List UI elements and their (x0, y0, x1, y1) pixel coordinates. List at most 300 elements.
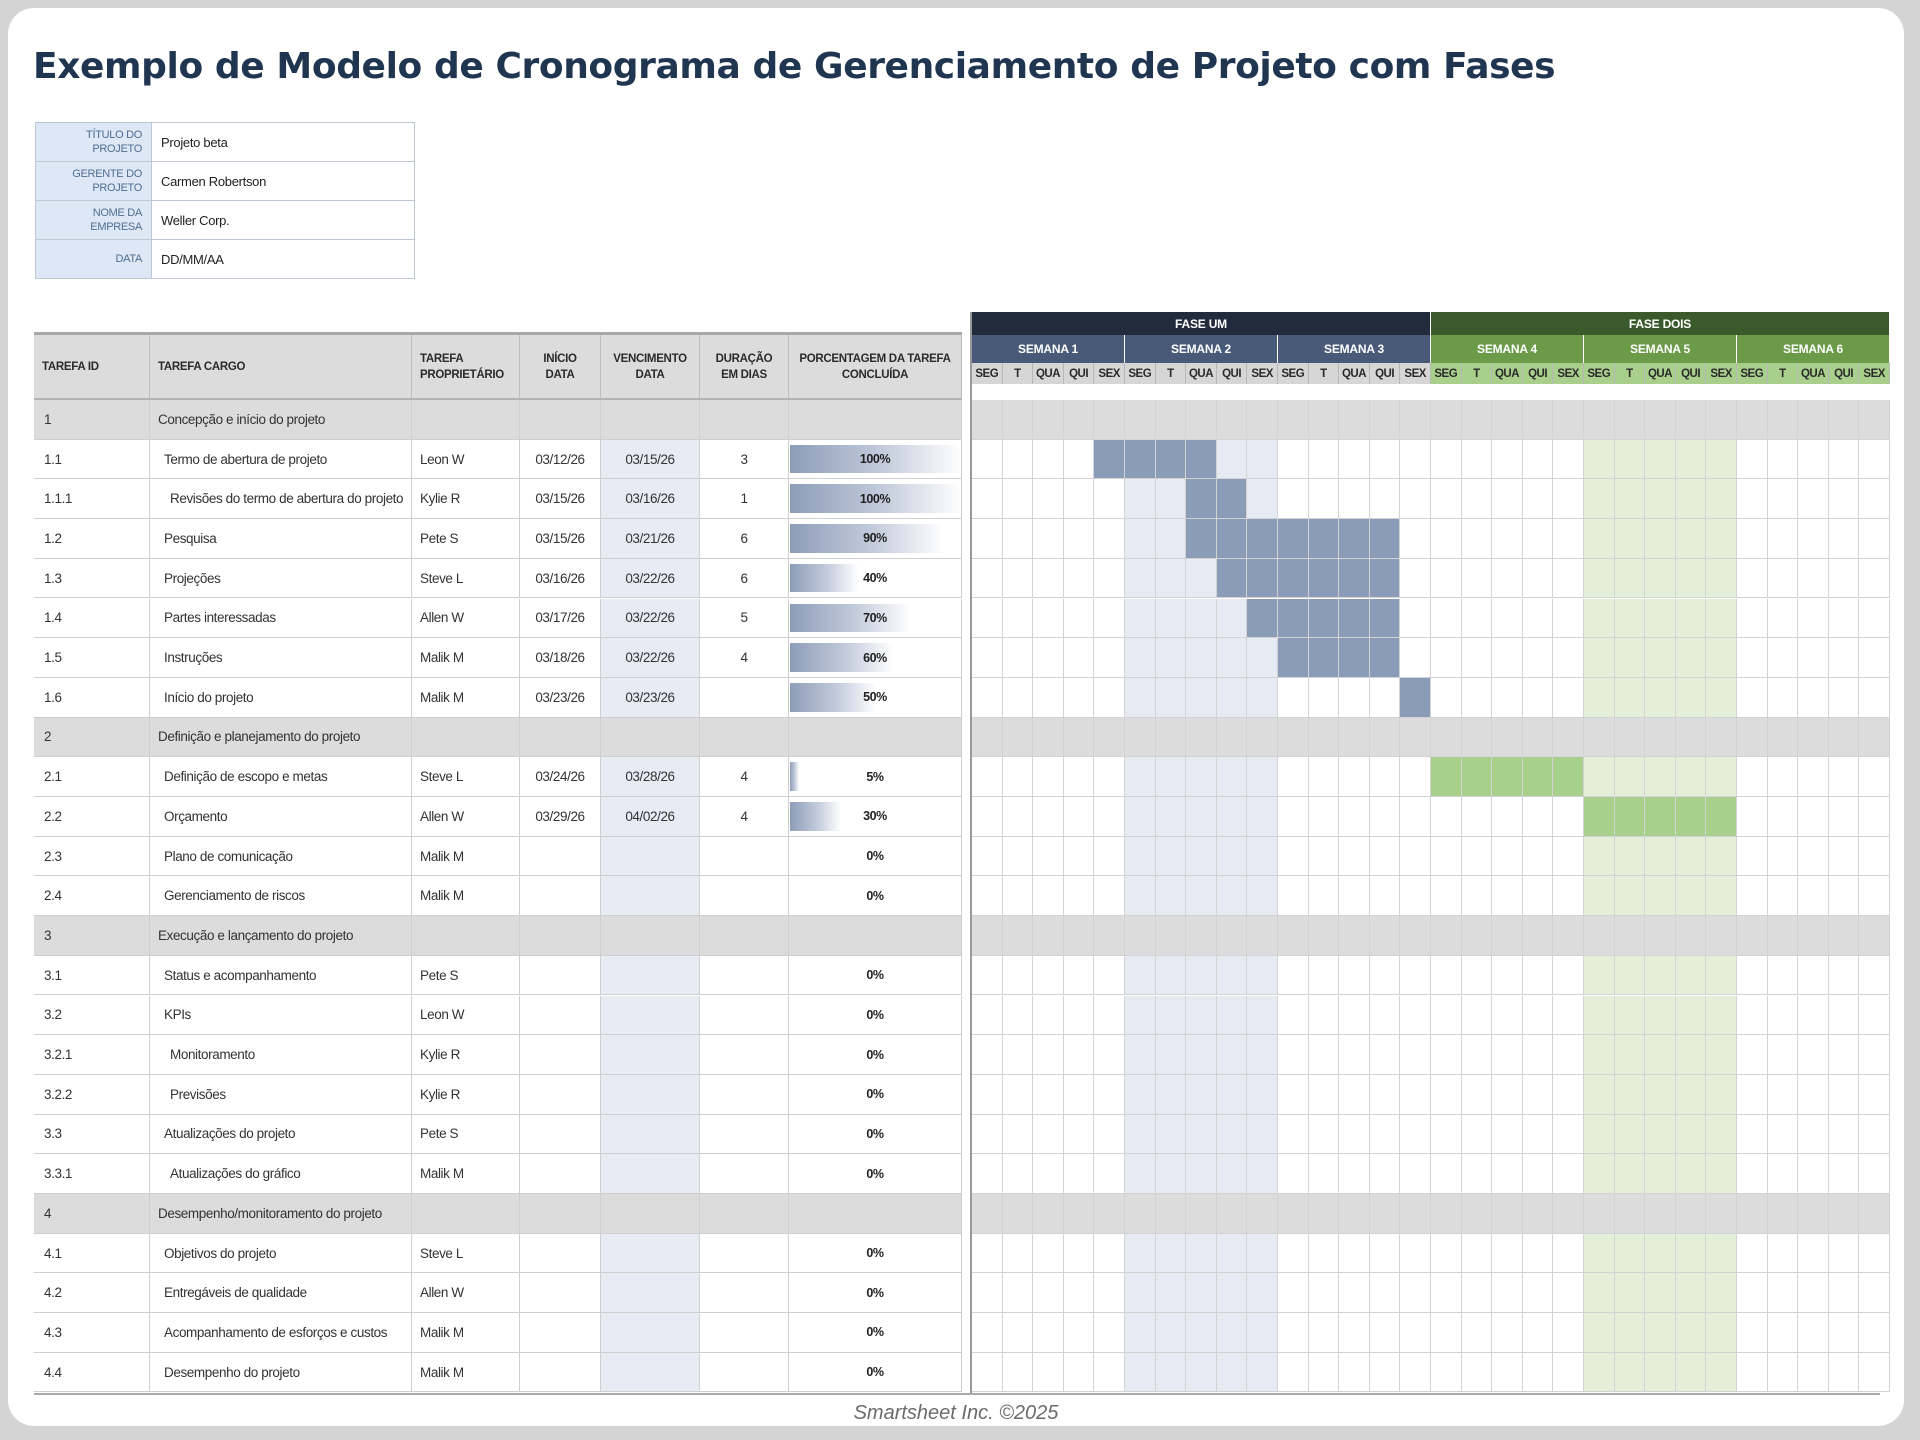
gantt-cell[interactable] (1156, 996, 1187, 1036)
gantt-cell[interactable] (1615, 1194, 1646, 1234)
task-name[interactable]: Concepção e início do projeto (150, 400, 412, 439)
gantt-cell[interactable] (1339, 400, 1370, 440)
gantt-cell[interactable] (1584, 757, 1615, 797)
gantt-cell[interactable] (1645, 440, 1676, 480)
task-row[interactable] (34, 956, 962, 996)
gantt-cell[interactable] (1400, 1115, 1431, 1155)
gantt-cell[interactable] (1859, 718, 1890, 758)
gantt-cell[interactable] (1400, 1075, 1431, 1115)
gantt-cell[interactable] (1523, 916, 1554, 956)
gantt-cell[interactable] (1217, 1154, 1248, 1194)
gantt-cell[interactable] (1278, 1353, 1309, 1393)
gantt-cell[interactable] (1064, 519, 1095, 559)
gantt-cell[interactable] (1003, 1234, 1034, 1274)
gantt-cell[interactable] (1156, 916, 1187, 956)
gantt-cell[interactable] (1278, 440, 1309, 480)
gantt-cell[interactable] (972, 1154, 1003, 1194)
gantt-cell[interactable] (1217, 1075, 1248, 1115)
due-date[interactable]: 03/21/26 (601, 519, 700, 558)
task-row[interactable] (34, 797, 962, 837)
gantt-cell[interactable] (1462, 1035, 1493, 1075)
gantt-cell[interactable] (1492, 1353, 1523, 1393)
due-date[interactable]: 03/16/26 (601, 479, 700, 518)
gantt-cell[interactable] (1370, 678, 1401, 718)
gantt-cell[interactable] (1125, 916, 1156, 956)
gantt-cell[interactable] (1737, 599, 1768, 639)
gantt-cell[interactable] (1737, 837, 1768, 877)
task-owner[interactable]: Kylie R (412, 1035, 520, 1074)
gantt-cell[interactable] (1523, 1313, 1554, 1353)
gantt-cell[interactable] (1768, 1154, 1799, 1194)
gantt-cell[interactable] (1370, 1273, 1401, 1313)
gantt-cell[interactable] (1400, 757, 1431, 797)
due-date[interactable] (601, 1234, 700, 1273)
task-owner[interactable]: Pete S (412, 956, 520, 995)
gantt-cell[interactable] (1003, 1273, 1034, 1313)
task-row[interactable] (34, 1115, 962, 1155)
percent-complete[interactable] (789, 1234, 962, 1273)
gantt-cell[interactable] (1462, 400, 1493, 440)
gantt-cell[interactable] (1829, 400, 1860, 440)
gantt-cell[interactable] (1339, 718, 1370, 758)
task-owner[interactable]: Allen W (412, 599, 520, 638)
gantt-cell[interactable] (1064, 1115, 1095, 1155)
gantt-cell[interactable] (1676, 1035, 1707, 1075)
gantt-cell[interactable] (1431, 1075, 1462, 1115)
gantt-cell[interactable] (1125, 1194, 1156, 1234)
gantt-cell[interactable] (1492, 1035, 1523, 1075)
gantt-cell[interactable] (1033, 876, 1064, 916)
task-row[interactable] (34, 638, 962, 678)
gantt-cell[interactable] (1033, 1313, 1064, 1353)
gantt-cell[interactable] (1859, 638, 1890, 678)
info-value[interactable]: Weller Corp. (152, 201, 415, 240)
gantt-cell[interactable] (1094, 559, 1125, 599)
gantt-cell[interactable] (1186, 1353, 1217, 1393)
duration-days[interactable]: 1 (700, 479, 789, 518)
gantt-cell[interactable] (1615, 1075, 1646, 1115)
gantt-cell[interactable] (1309, 996, 1340, 1036)
gantt-cell[interactable] (1737, 1115, 1768, 1155)
gantt-bar-cell[interactable] (1186, 440, 1217, 480)
gantt-cell[interactable] (1584, 1313, 1615, 1353)
gantt-cell[interactable] (1094, 1154, 1125, 1194)
gantt-cell[interactable] (1859, 479, 1890, 519)
gantt-cell[interactable] (1156, 1313, 1187, 1353)
start-date[interactable] (520, 1234, 601, 1273)
due-date[interactable]: 03/22/26 (601, 638, 700, 677)
gantt-cell[interactable] (1584, 479, 1615, 519)
gantt-cell[interactable] (1400, 837, 1431, 877)
gantt-cell[interactable] (1431, 996, 1462, 1036)
gantt-cell[interactable] (1462, 996, 1493, 1036)
gantt-bar-cell[interactable] (1339, 519, 1370, 559)
gantt-cell[interactable] (1003, 757, 1034, 797)
empty-cell[interactable] (601, 1194, 700, 1233)
gantt-cell[interactable] (1431, 837, 1462, 877)
gantt-cell[interactable] (1339, 956, 1370, 996)
gantt-cell[interactable] (1003, 876, 1034, 916)
percent-complete[interactable] (789, 1154, 962, 1193)
gantt-cell[interactable] (1462, 876, 1493, 916)
duration-days[interactable] (700, 1115, 789, 1154)
gantt-cell[interactable] (1859, 559, 1890, 599)
gantt-cell[interactable] (1829, 678, 1860, 718)
gantt-cell[interactable] (1553, 916, 1584, 956)
gantt-cell[interactable] (1094, 797, 1125, 837)
gantt-cell[interactable] (1584, 876, 1615, 916)
task-id[interactable]: 2.1 (34, 757, 150, 796)
gantt-cell[interactable] (1859, 956, 1890, 996)
gantt-cell[interactable] (1400, 1353, 1431, 1393)
gantt-bar-cell[interactable] (1400, 678, 1431, 718)
gantt-cell[interactable] (1462, 837, 1493, 877)
due-date[interactable] (601, 1115, 700, 1154)
gantt-cell[interactable] (1615, 996, 1646, 1036)
gantt-cell[interactable] (1400, 400, 1431, 440)
due-date[interactable]: 03/28/26 (601, 757, 700, 796)
gantt-cell[interactable] (1431, 638, 1462, 678)
gantt-cell[interactable] (1339, 757, 1370, 797)
gantt-cell[interactable] (1768, 837, 1799, 877)
task-name[interactable]: Execução e lançamento do projeto (150, 916, 412, 955)
gantt-cell[interactable] (1125, 559, 1156, 599)
gantt-cell[interactable] (1033, 757, 1064, 797)
gantt-cell[interactable] (1370, 916, 1401, 956)
gantt-cell[interactable] (1033, 797, 1064, 837)
gantt-cell[interactable] (1523, 519, 1554, 559)
gantt-cell[interactable] (1737, 519, 1768, 559)
gantt-cell[interactable] (1125, 757, 1156, 797)
gantt-cell[interactable] (1186, 1035, 1217, 1075)
percent-complete[interactable] (789, 1273, 962, 1312)
gantt-cell[interactable] (1278, 479, 1309, 519)
gantt-cell[interactable] (1033, 638, 1064, 678)
gantt-cell[interactable] (1645, 916, 1676, 956)
gantt-cell[interactable] (1553, 1273, 1584, 1313)
gantt-cell[interactable] (1523, 1115, 1554, 1155)
task-name[interactable]: Projeções (150, 559, 412, 598)
gantt-cell[interactable] (1584, 400, 1615, 440)
task-owner[interactable]: Malik M (412, 678, 520, 717)
gantt-cell[interactable] (1615, 757, 1646, 797)
gantt-cell[interactable] (1768, 599, 1799, 639)
gantt-cell[interactable] (1768, 400, 1799, 440)
gantt-bar-cell[interactable] (1645, 797, 1676, 837)
task-row[interactable] (34, 1154, 962, 1194)
gantt-cell[interactable] (1247, 1075, 1278, 1115)
gantt-cell[interactable] (1553, 1234, 1584, 1274)
empty-cell[interactable] (520, 400, 601, 439)
gantt-cell[interactable] (1553, 797, 1584, 837)
gantt-cell[interactable] (1676, 876, 1707, 916)
gantt-cell[interactable] (972, 1273, 1003, 1313)
task-owner[interactable]: Pete S (412, 1115, 520, 1154)
gantt-cell[interactable] (1247, 1273, 1278, 1313)
gantt-cell[interactable] (1523, 876, 1554, 916)
gantt-cell[interactable] (1676, 996, 1707, 1036)
gantt-cell[interactable] (1003, 1353, 1034, 1393)
gantt-cell[interactable] (1064, 956, 1095, 996)
gantt-cell[interactable] (1309, 797, 1340, 837)
gantt-cell[interactable] (1094, 479, 1125, 519)
gantt-cell[interactable] (1186, 599, 1217, 639)
gantt-cell[interactable] (1553, 1194, 1584, 1234)
gantt-cell[interactable] (1737, 1313, 1768, 1353)
duration-days[interactable]: 5 (700, 599, 789, 638)
gantt-cell[interactable] (1829, 837, 1860, 877)
gantt-cell[interactable] (1768, 996, 1799, 1036)
task-id[interactable]: 1 (34, 400, 150, 439)
gantt-cell[interactable] (1033, 837, 1064, 877)
start-date[interactable]: 03/12/26 (520, 440, 601, 479)
gantt-cell[interactable] (1125, 638, 1156, 678)
gantt-cell[interactable] (1431, 718, 1462, 758)
empty-cell[interactable] (601, 400, 700, 439)
start-date[interactable] (520, 1154, 601, 1193)
gantt-cell[interactable] (1064, 797, 1095, 837)
gantt-cell[interactable] (1339, 1154, 1370, 1194)
gantt-cell[interactable] (1309, 440, 1340, 480)
percent-complete[interactable] (789, 479, 962, 518)
gantt-cell[interactable] (1829, 1313, 1860, 1353)
gantt-cell[interactable] (1064, 1234, 1095, 1274)
gantt-cell[interactable] (1859, 996, 1890, 1036)
info-value[interactable]: DD/MM/AA (152, 240, 415, 279)
info-value[interactable]: Carmen Robertson (152, 162, 415, 201)
gantt-cell[interactable] (1339, 916, 1370, 956)
gantt-cell[interactable] (1033, 1273, 1064, 1313)
gantt-bar-cell[interactable] (1615, 797, 1646, 837)
gantt-cell[interactable] (1584, 440, 1615, 480)
gantt-cell[interactable] (1186, 559, 1217, 599)
task-name[interactable]: KPIs (150, 996, 412, 1035)
duration-days[interactable]: 4 (700, 757, 789, 796)
task-row[interactable] (34, 559, 962, 599)
gantt-bar-cell[interactable] (1278, 559, 1309, 599)
gantt-cell[interactable] (1217, 400, 1248, 440)
gantt-cell[interactable] (1339, 1075, 1370, 1115)
duration-days[interactable] (700, 837, 789, 876)
gantt-cell[interactable] (972, 1194, 1003, 1234)
duration-days[interactable]: 6 (700, 559, 789, 598)
duration-days[interactable] (700, 1154, 789, 1193)
task-id[interactable]: 4.1 (34, 1234, 150, 1273)
task-name[interactable]: Status e acompanhamento (150, 956, 412, 995)
gantt-cell[interactable] (1492, 916, 1523, 956)
task-id[interactable]: 3.2.2 (34, 1075, 150, 1114)
gantt-bar-cell[interactable] (1309, 599, 1340, 639)
gantt-cell[interactable] (1125, 1313, 1156, 1353)
gantt-cell[interactable] (1125, 1234, 1156, 1274)
gantt-cell[interactable] (1339, 1234, 1370, 1274)
gantt-cell[interactable] (1156, 400, 1187, 440)
gantt-cell[interactable] (1584, 1273, 1615, 1313)
gantt-cell[interactable] (1309, 1273, 1340, 1313)
gantt-cell[interactable] (1003, 638, 1034, 678)
gantt-cell[interactable] (1125, 876, 1156, 916)
gantt-cell[interactable] (1278, 797, 1309, 837)
gantt-cell[interactable] (1615, 837, 1646, 877)
gantt-cell[interactable] (1462, 1154, 1493, 1194)
due-date[interactable] (601, 1313, 700, 1352)
gantt-cell[interactable] (1309, 956, 1340, 996)
gantt-cell[interactable] (1737, 400, 1768, 440)
gantt-cell[interactable] (1615, 479, 1646, 519)
duration-days[interactable] (700, 956, 789, 995)
duration-days[interactable] (700, 1353, 789, 1392)
gantt-cell[interactable] (1309, 1115, 1340, 1155)
gantt-cell[interactable] (1798, 1194, 1829, 1234)
gantt-cell[interactable] (1737, 1075, 1768, 1115)
gantt-cell[interactable] (1370, 1154, 1401, 1194)
gantt-cell[interactable] (1247, 837, 1278, 877)
gantt-cell[interactable] (1768, 559, 1799, 599)
gantt-cell[interactable] (1737, 996, 1768, 1036)
gantt-cell[interactable] (1156, 1273, 1187, 1313)
gantt-cell[interactable] (1859, 1115, 1890, 1155)
gantt-cell[interactable] (1706, 916, 1737, 956)
gantt-cell[interactable] (1309, 1075, 1340, 1115)
gantt-cell[interactable] (1462, 956, 1493, 996)
task-name[interactable]: Desempenho do projeto (150, 1353, 412, 1392)
gantt-cell[interactable] (1584, 956, 1615, 996)
duration-days[interactable] (700, 678, 789, 717)
gantt-cell[interactable] (1798, 718, 1829, 758)
gantt-cell[interactable] (1492, 1313, 1523, 1353)
task-id[interactable]: 2 (34, 718, 150, 757)
gantt-bar-cell[interactable] (1431, 757, 1462, 797)
percent-complete[interactable] (789, 440, 962, 479)
gantt-cell[interactable] (1156, 1035, 1187, 1075)
gantt-cell[interactable] (1217, 599, 1248, 639)
gantt-cell[interactable] (1615, 599, 1646, 639)
gantt-cell[interactable] (1492, 1075, 1523, 1115)
gantt-cell[interactable] (1462, 1353, 1493, 1393)
due-date[interactable]: 03/23/26 (601, 678, 700, 717)
gantt-cell[interactable] (1309, 678, 1340, 718)
gantt-cell[interactable] (1676, 400, 1707, 440)
gantt-cell[interactable] (1768, 718, 1799, 758)
gantt-cell[interactable] (1798, 559, 1829, 599)
gantt-cell[interactable] (1553, 559, 1584, 599)
start-date[interactable]: 03/24/26 (520, 757, 601, 796)
gantt-cell[interactable] (1156, 1234, 1187, 1274)
gantt-cell[interactable] (1523, 1353, 1554, 1393)
task-owner[interactable]: Steve L (412, 559, 520, 598)
gantt-cell[interactable] (1125, 718, 1156, 758)
gantt-cell[interactable] (1064, 718, 1095, 758)
gantt-cell[interactable] (1247, 1234, 1278, 1274)
gantt-cell[interactable] (1094, 519, 1125, 559)
gantt-cell[interactable] (1278, 1115, 1309, 1155)
gantt-cell[interactable] (1523, 1273, 1554, 1313)
gantt-cell[interactable] (1003, 1075, 1034, 1115)
task-name[interactable]: Entregáveis de qualidade (150, 1273, 412, 1312)
task-row[interactable] (34, 1313, 962, 1353)
gantt-cell[interactable] (1523, 996, 1554, 1036)
gantt-cell[interactable] (1768, 876, 1799, 916)
duration-days[interactable]: 6 (700, 519, 789, 558)
gantt-cell[interactable] (1829, 559, 1860, 599)
gantt-bar-cell[interactable] (1492, 757, 1523, 797)
gantt-bar-cell[interactable] (1553, 757, 1584, 797)
gantt-cell[interactable] (1523, 718, 1554, 758)
gantt-cell[interactable] (1829, 996, 1860, 1036)
gantt-cell[interactable] (1064, 1154, 1095, 1194)
gantt-cell[interactable] (1829, 1115, 1860, 1155)
task-owner[interactable]: Malik M (412, 1154, 520, 1193)
gantt-cell[interactable] (1094, 678, 1125, 718)
task-row[interactable] (34, 1075, 962, 1115)
gantt-cell[interactable] (1615, 519, 1646, 559)
gantt-cell[interactable] (1859, 1353, 1890, 1393)
gantt-cell[interactable] (1523, 479, 1554, 519)
gantt-cell[interactable] (1462, 718, 1493, 758)
start-date[interactable] (520, 1035, 601, 1074)
gantt-cell[interactable] (1125, 1115, 1156, 1155)
gantt-cell[interactable] (1370, 1194, 1401, 1234)
gantt-bar-cell[interactable] (1278, 519, 1309, 559)
gantt-cell[interactable] (1186, 1115, 1217, 1155)
gantt-cell[interactable] (1737, 876, 1768, 916)
gantt-bar-cell[interactable] (1217, 559, 1248, 599)
gantt-cell[interactable] (1829, 757, 1860, 797)
gantt-bar-cell[interactable] (1125, 440, 1156, 480)
gantt-bar-cell[interactable] (1217, 479, 1248, 519)
gantt-cell[interactable] (972, 876, 1003, 916)
duration-days[interactable] (700, 1234, 789, 1273)
gantt-cell[interactable] (1798, 638, 1829, 678)
gantt-cell[interactable] (1186, 996, 1217, 1036)
gantt-cell[interactable] (1798, 1035, 1829, 1075)
gantt-cell[interactable] (972, 1234, 1003, 1274)
percent-complete[interactable] (789, 599, 962, 638)
gantt-cell[interactable] (1278, 956, 1309, 996)
gantt-cell[interactable] (1462, 678, 1493, 718)
gantt-cell[interactable] (1492, 599, 1523, 639)
gantt-cell[interactable] (1033, 559, 1064, 599)
duration-days[interactable] (700, 996, 789, 1035)
gantt-cell[interactable] (1768, 797, 1799, 837)
start-date[interactable]: 03/29/26 (520, 797, 601, 836)
start-date[interactable]: 03/15/26 (520, 519, 601, 558)
gantt-cell[interactable] (1676, 1234, 1707, 1274)
gantt-cell[interactable] (1278, 996, 1309, 1036)
gantt-cell[interactable] (1217, 797, 1248, 837)
gantt-cell[interactable] (1462, 440, 1493, 480)
gantt-cell[interactable] (1523, 638, 1554, 678)
gantt-cell[interactable] (1706, 400, 1737, 440)
task-id[interactable]: 1.1.1 (34, 479, 150, 518)
gantt-cell[interactable] (1156, 1075, 1187, 1115)
start-date[interactable]: 03/18/26 (520, 638, 601, 677)
gantt-cell[interactable] (972, 479, 1003, 519)
gantt-cell[interactable] (1798, 1154, 1829, 1194)
task-row[interactable] (34, 440, 962, 480)
gantt-cell[interactable] (1339, 876, 1370, 916)
gantt-cell[interactable] (1492, 1154, 1523, 1194)
gantt-cell[interactable] (1645, 876, 1676, 916)
task-owner[interactable]: Steve L (412, 757, 520, 796)
gantt-cell[interactable] (1186, 1075, 1217, 1115)
gantt-cell[interactable] (1217, 1234, 1248, 1274)
gantt-cell[interactable] (1798, 757, 1829, 797)
gantt-cell[interactable] (1645, 1115, 1676, 1155)
gantt-cell[interactable] (1156, 678, 1187, 718)
gantt-cell[interactable] (1339, 1353, 1370, 1393)
start-date[interactable]: 03/23/26 (520, 678, 601, 717)
